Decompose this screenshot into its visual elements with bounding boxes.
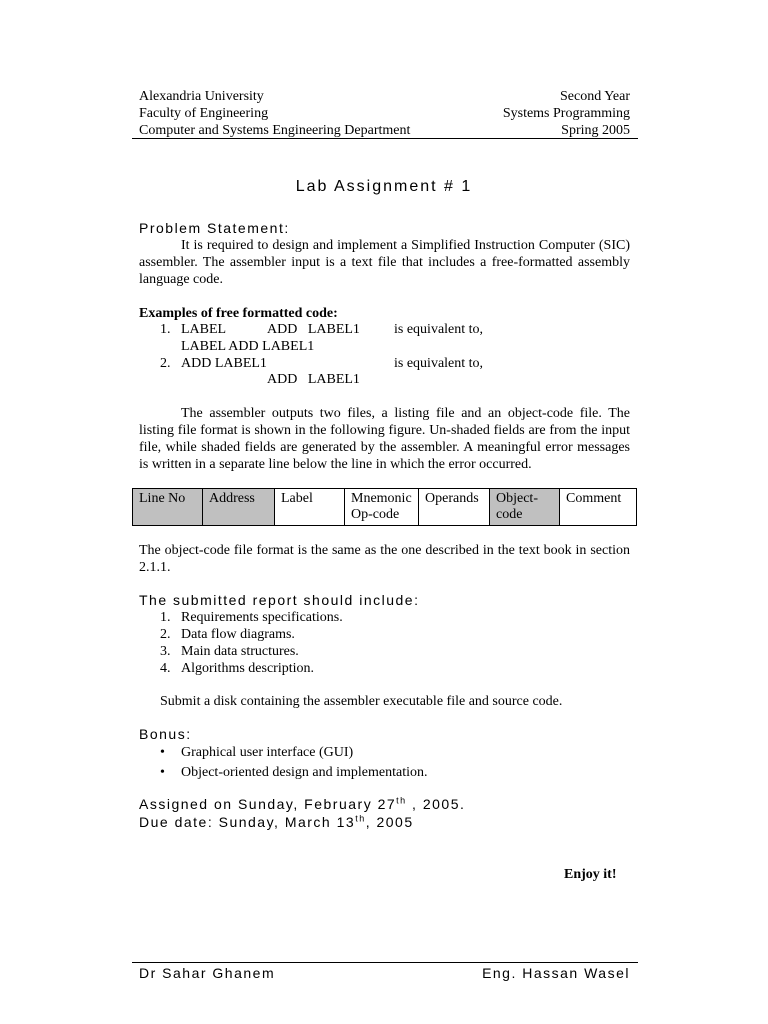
list-item: 4. Algorithms description.: [160, 661, 314, 676]
listing-format-table: [132, 488, 637, 526]
column-operands: Operands: [419, 489, 490, 526]
example-1-code: ADD LABEL1: [267, 322, 360, 337]
example-2-number: 2.: [160, 356, 171, 371]
example-2-equivalent: ADD LABEL1: [267, 372, 360, 387]
outputs-paragraph: The assembler outputs two files, a listing file and an object-code file. The listing file format is shown in the following figure. Un-shaded fields are from the input file, while shaded fields are generated by the assembler. A meaningful error messages is written in a separate line below the line in which the error occurred.: [139, 406, 630, 472]
year-label: Second Year: [560, 89, 630, 104]
header-divider: [132, 138, 638, 139]
submit-text: Submit a disk containing the assembler executable file and source code.: [160, 694, 563, 709]
column-label: Label: [275, 489, 345, 526]
faculty-name: Faculty of Engineering: [139, 106, 269, 121]
report-list: [160, 609, 343, 677]
column-mnemonic: Mnemonic Op-code: [345, 489, 419, 526]
page-title: Lab Assignment # 1: [295, 178, 473, 195]
bonus-heading: Bonus:: [139, 726, 192, 742]
footer-right-name: Eng. Hassan Wasel: [482, 965, 630, 981]
due-date: Due date: Sunday, March 13th, 2005: [139, 813, 414, 830]
example-1-number: 1.: [160, 322, 171, 337]
example-1-equivalent: LABEL ADD LABEL1: [181, 339, 315, 354]
example-1-label: LABEL: [181, 322, 227, 337]
listing-header-row: [133, 489, 637, 526]
bullet-icon: •: [160, 745, 165, 760]
header-right: [503, 88, 630, 139]
header-left: [139, 88, 410, 139]
department-name: Computer and Systems Engineering Department: [139, 123, 411, 138]
column-address: Address: [203, 489, 275, 526]
column-line-no: Line No: [133, 489, 203, 526]
example-2-note: is equivalent to,: [394, 356, 484, 371]
list-item: 2. Data flow diagrams.: [160, 627, 295, 642]
column-comment: Comment: [560, 489, 637, 526]
list-item: 3. Main data structures.: [160, 644, 299, 659]
problem-text: It is required to design and implement a Simplified Instruction Computer (SIC) assembler. The assembler input is a text file that includes a free-formatted assembly language code.: [139, 238, 630, 287]
assigned-date: Assigned on Sunday, February 27th , 2005.: [139, 795, 466, 812]
course-name: Systems Programming: [502, 106, 630, 121]
example-2-code: ADD LABEL1: [181, 356, 267, 371]
footer-divider: [132, 962, 638, 963]
list-item: 1. Requirements specifications.: [160, 610, 343, 625]
example-1-note: is equivalent to,: [394, 322, 484, 337]
bonus-list: [160, 744, 427, 781]
column-object-code: Object- code: [490, 489, 560, 526]
closing-text: Enjoy it!: [564, 867, 617, 882]
list-item: • Graphical user interface (GUI): [160, 745, 354, 760]
objcode-paragraph: The object-code file format is the same as the one described in the text book in section 2.1.1.: [139, 543, 630, 575]
semester-label: Spring 2005: [561, 123, 630, 138]
university-name: Alexandria University: [139, 89, 264, 104]
footer-left-name: Dr Sahar Ghanem: [139, 965, 276, 981]
bullet-icon: •: [160, 765, 165, 780]
report-heading: The submitted report should include:: [139, 592, 420, 608]
list-item: • Object-oriented design and implementation.: [160, 765, 428, 780]
problem-heading: Problem Statement:: [139, 220, 290, 236]
examples-heading: Examples of free formatted code:: [139, 306, 338, 321]
